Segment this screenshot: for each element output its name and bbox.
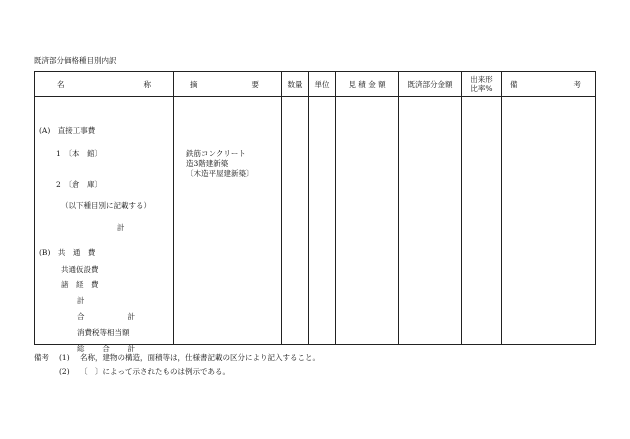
completed-amount-column (399, 97, 462, 345)
overall-total-1: 総 (77, 344, 85, 353)
grand-total-2: 計 (127, 312, 135, 321)
row-warehouse: 2 〔倉 庫〕 (56, 180, 103, 189)
name-column (35, 97, 174, 353)
progress-rate-column (462, 97, 502, 345)
unit-column (309, 97, 336, 345)
document-title: 既済部分価格種目別内訳 (34, 56, 117, 65)
header-summary-2: 要 (251, 79, 259, 89)
grand-total-1: 合 (77, 312, 85, 321)
note-2-number: (2) (59, 367, 70, 376)
header-remarks (502, 72, 596, 97)
header-progress-rate-2: 比率% (470, 84, 493, 93)
breakdown-table (34, 71, 596, 353)
header-quantity: 数量 (282, 72, 309, 97)
header-summary-1: 摘 (190, 79, 198, 89)
header-completed-amount: 既済部分金額 (399, 72, 462, 97)
row-common-total: 計 (77, 296, 85, 305)
body-row (35, 97, 596, 345)
row-direct-total: 計 (117, 223, 125, 232)
note-1-number: (1) (59, 353, 70, 362)
notes-label: 備考 (34, 353, 49, 362)
estimate-column (336, 97, 399, 345)
header-name (35, 72, 174, 97)
header-progress-rate-1: 出来形 (470, 74, 493, 84)
note-1-text: 名称，建物の構造，面積等は，仕様書記載の区分により記入すること。 (80, 353, 320, 362)
header-remarks-2: 考 (573, 79, 581, 89)
row-main-building: 1 〔本 館〕 (56, 149, 103, 158)
header-summary (174, 72, 282, 97)
header-progress-rate (462, 72, 502, 97)
row-grand-total (77, 311, 135, 322)
overall-total-2: 合 (102, 344, 110, 353)
note-2-text: 〔 〕によって示されたものは例示である。 (80, 367, 230, 376)
header-name-1: 名 (57, 79, 65, 89)
row-direct-cost: (A) 直接工事費 (39, 126, 96, 135)
overall-total-3: 計 (127, 344, 135, 353)
summary-line-1: 鉄筋コンクリート (186, 149, 246, 158)
summary-line-3: 〔木造平屋建新築〕 (186, 169, 254, 178)
header-unit: 単位 (309, 72, 336, 97)
row-temp-facilities: 共通仮設費 (61, 265, 99, 274)
row-consumption-tax: 消費税等相当額 (77, 328, 130, 337)
remarks-column (502, 97, 596, 345)
header-remarks-1: 備 (510, 79, 518, 89)
header-estimate: 見 積 金 額 (336, 72, 399, 97)
header-row (35, 72, 596, 97)
row-overhead: 諸 経 費 (61, 280, 99, 289)
header-name-2: 称 (143, 79, 151, 89)
summary-line-2: 造3階建新築 (186, 159, 229, 168)
summary-column (174, 97, 282, 345)
row-common-cost: (B) 共 通 費 (39, 248, 96, 257)
quantity-column (282, 97, 309, 345)
row-note-by-type: （以下種目別に記載する） (61, 201, 151, 210)
